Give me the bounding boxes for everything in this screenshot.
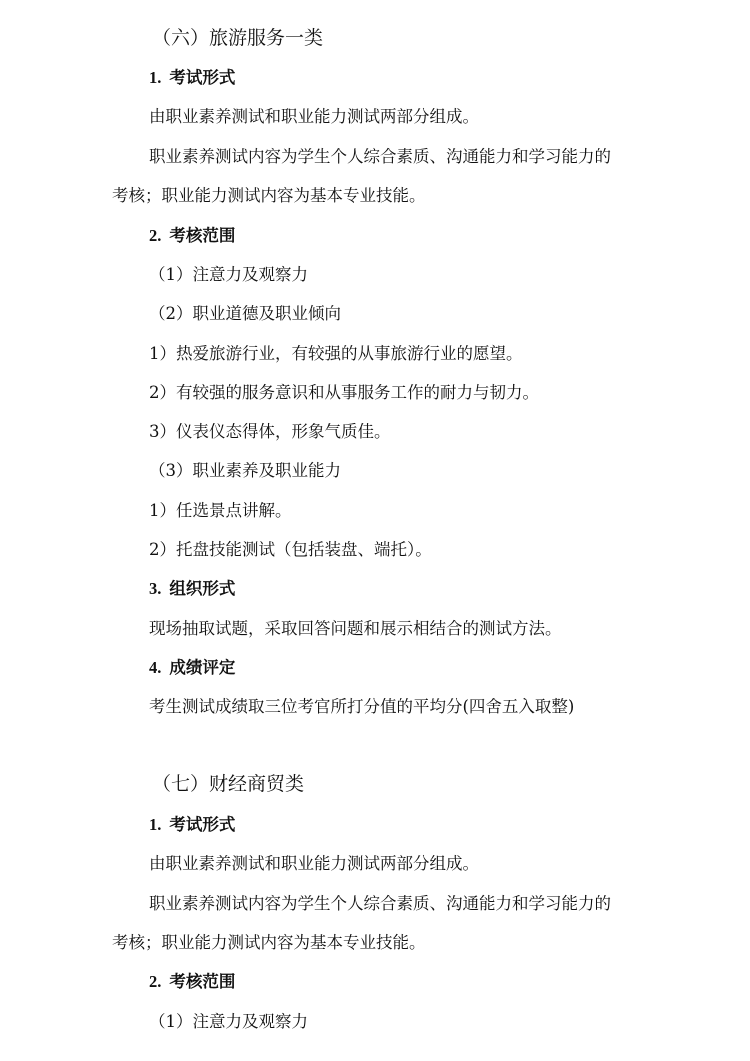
subheading bbox=[149, 67, 235, 89]
subheading bbox=[149, 814, 235, 836]
paragraph: 职业素养测试内容为学生个人综合素质、沟通能力和学习能力的 bbox=[149, 147, 611, 166]
paragraph: 现场抽取试题，采取回答问题和展示相结合的测试方法。 bbox=[149, 619, 562, 638]
subheading bbox=[149, 657, 235, 679]
section-title: （七）财经商贸类 bbox=[152, 773, 305, 795]
list-item: （1）注意力及观察力 bbox=[149, 265, 308, 284]
list-item: （2）职业道德及职业倾向 bbox=[149, 304, 341, 323]
subheading-text: 组织形式 bbox=[169, 579, 236, 598]
paragraph: 由职业素养测试和职业能力测试两部分组成。 bbox=[149, 854, 479, 873]
subheading-number: 2. bbox=[149, 972, 162, 991]
section-title: （六）旅游服务一类 bbox=[152, 27, 324, 49]
subheading-number: 4. bbox=[149, 658, 162, 677]
subheading-text: 考核范围 bbox=[169, 226, 236, 245]
subheading-text: 考试形式 bbox=[169, 815, 236, 834]
subheading-text: 考核范围 bbox=[169, 972, 236, 991]
subheading-number: 1. bbox=[149, 68, 162, 87]
list-item: 1）任选景点讲解。 bbox=[149, 501, 292, 520]
subheading-text: 成绩评定 bbox=[169, 658, 236, 677]
list-item: （1）注意力及观察力 bbox=[149, 1012, 308, 1031]
paragraph-continuation: 考核；职业能力测试内容为基本专业技能。 bbox=[112, 186, 426, 205]
subheading bbox=[149, 971, 235, 993]
paragraph: 职业素养测试内容为学生个人综合素质、沟通能力和学习能力的 bbox=[149, 894, 611, 913]
list-item: 2）有较强的服务意识和从事服务工作的耐力与韧力。 bbox=[149, 383, 539, 402]
subheading-number: 3. bbox=[149, 579, 162, 598]
subheading bbox=[149, 578, 235, 600]
subheading-number: 2. bbox=[149, 226, 162, 245]
list-item: 3）仪表仪态得体，形象气质佳。 bbox=[149, 422, 391, 441]
paragraph: 由职业素养测试和职业能力测试两部分组成。 bbox=[149, 107, 479, 126]
subheading bbox=[149, 225, 235, 247]
subheading-text: 考试形式 bbox=[169, 68, 236, 87]
list-item: （3）职业素养及职业能力 bbox=[149, 461, 341, 480]
list-item: 1）热爱旅游行业，有较强的从事旅游行业的愿望。 bbox=[149, 344, 523, 363]
list-item: 2）托盘技能测试（包括装盘、端托）。 bbox=[149, 540, 432, 559]
paragraph-continuation: 考核；职业能力测试内容为基本专业技能。 bbox=[112, 933, 426, 952]
subheading-number: 1. bbox=[149, 815, 162, 834]
paragraph: 考生测试成绩取三位考官所打分值的平均分(四舍五入取整) bbox=[149, 697, 575, 716]
